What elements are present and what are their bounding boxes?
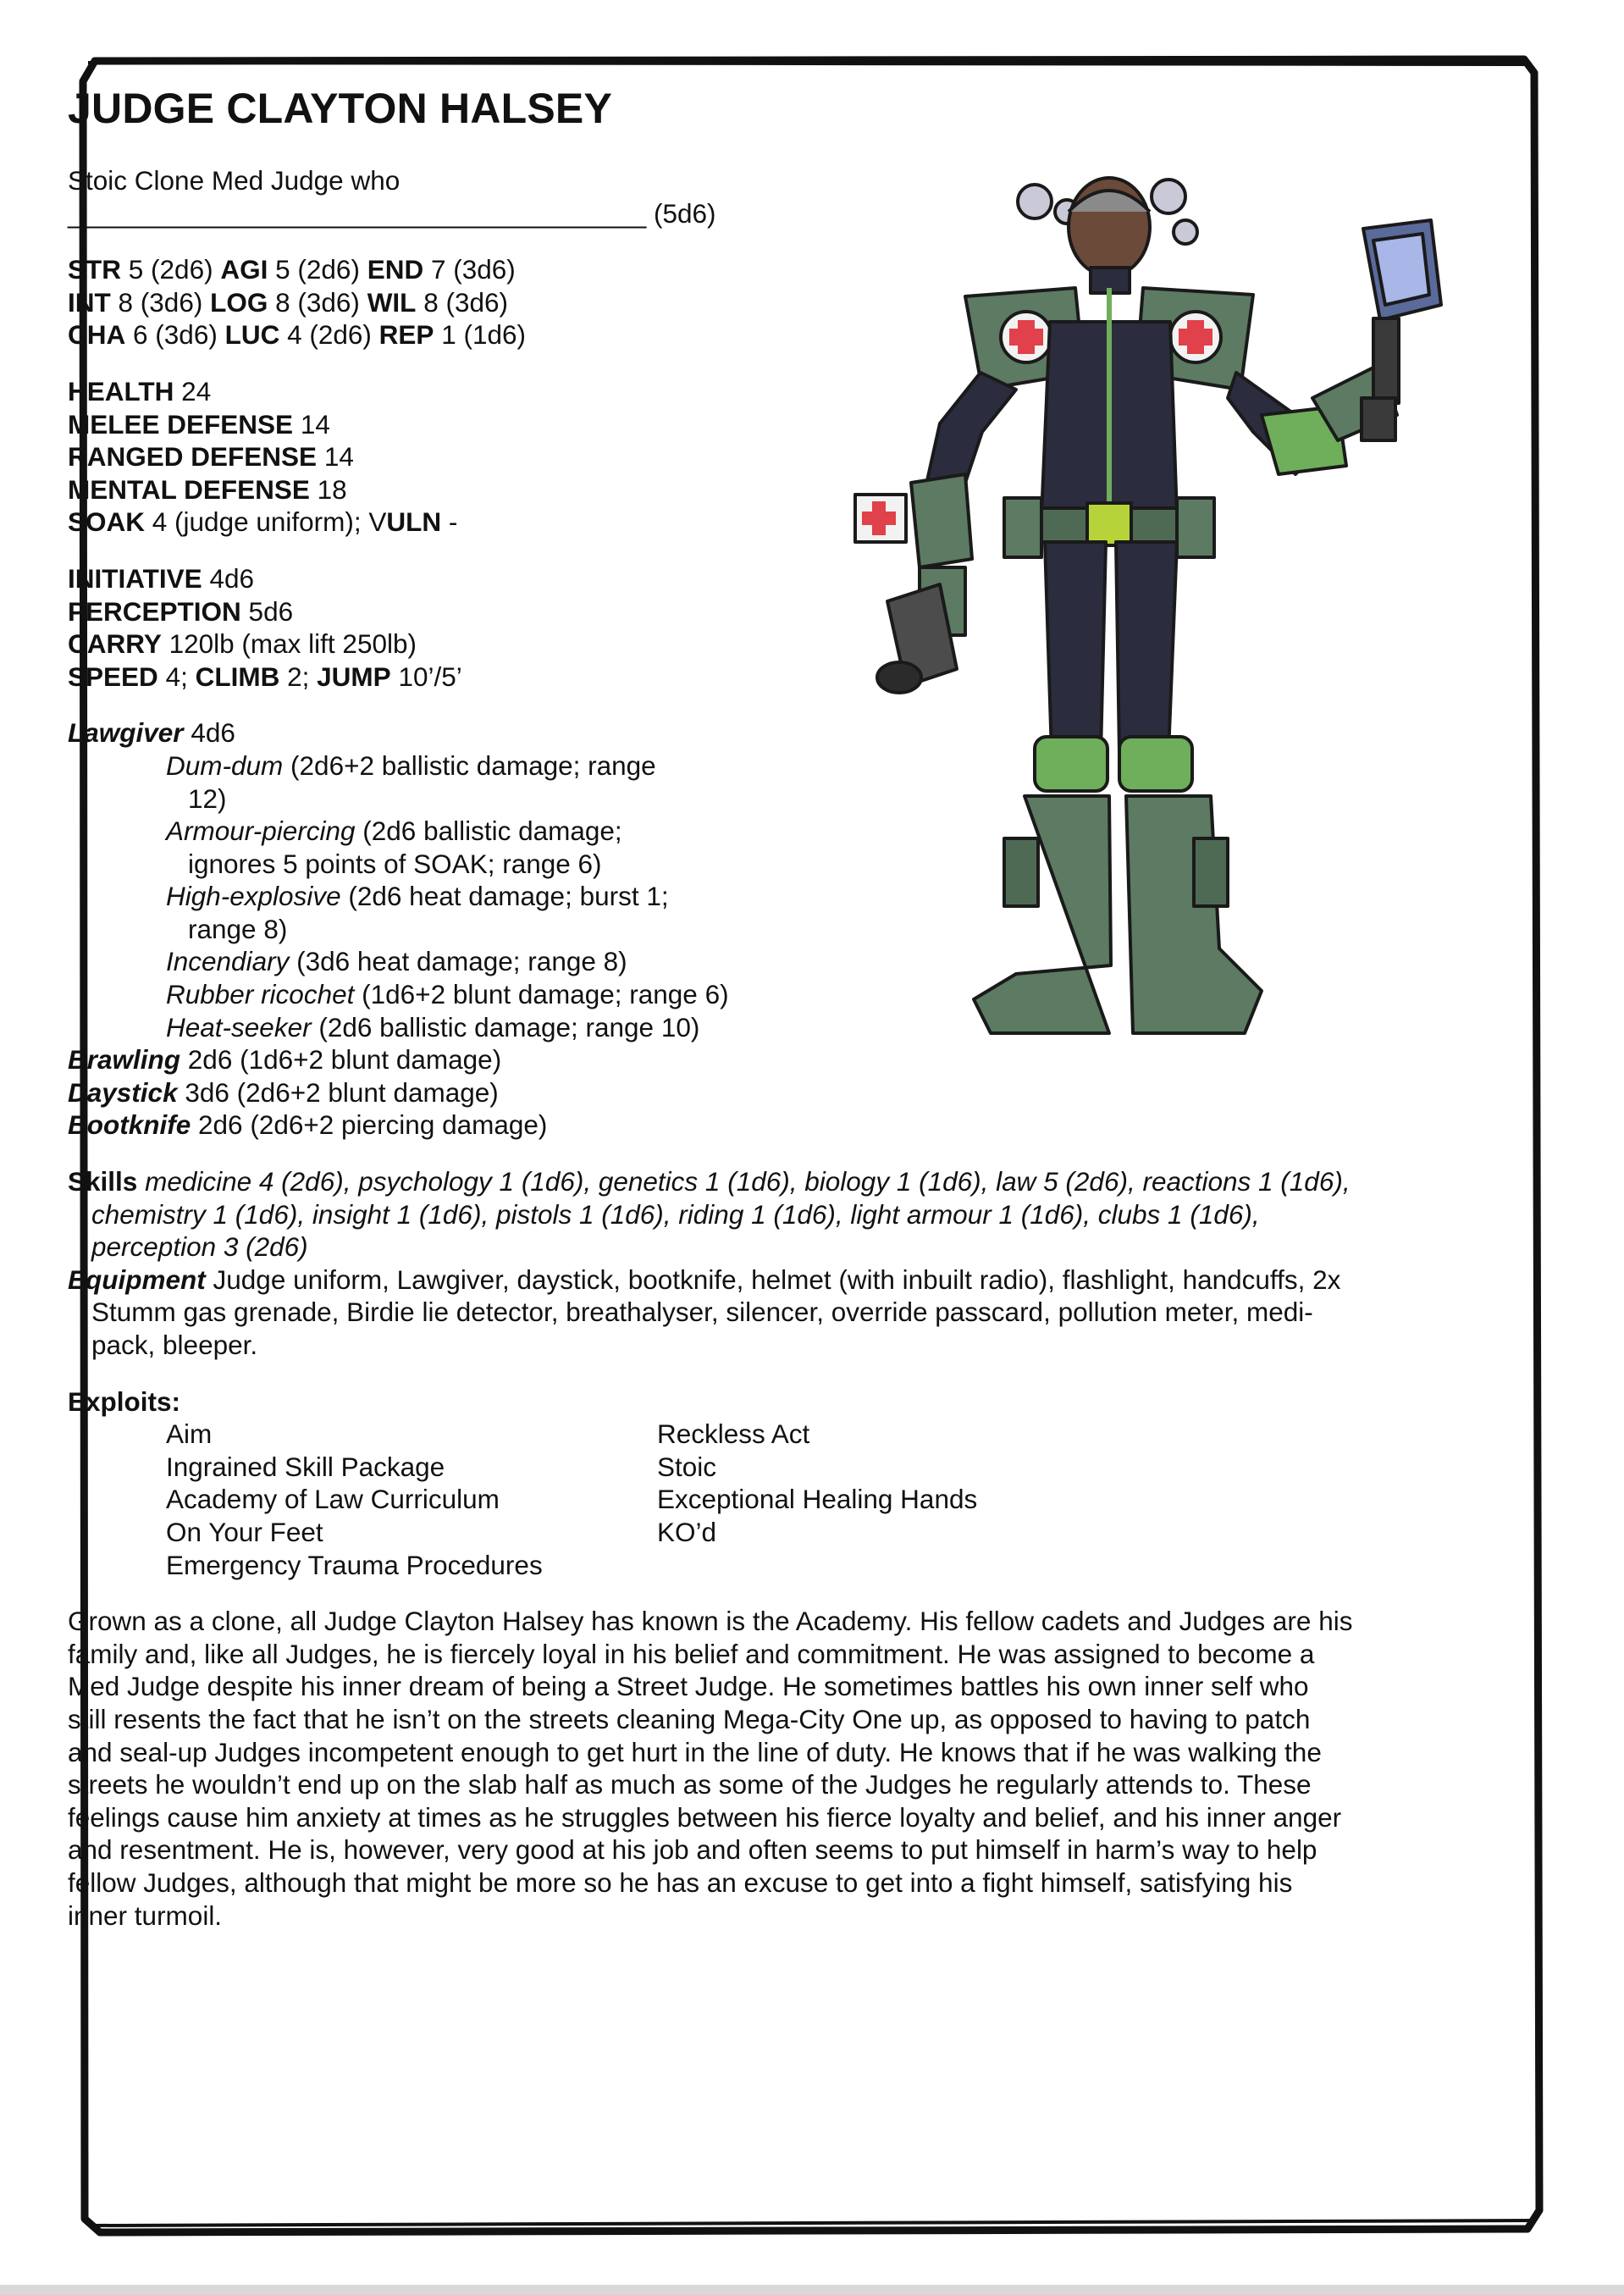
ammo-item: Armour-piercing (2d6 ballistic damage; ignores 5 points of SOAK; range 6): [166, 816, 622, 879]
exploits-column-2: [657, 1418, 1148, 1581]
exploits-label: Exploits:: [68, 1385, 181, 1417]
exploit-item: Stoic: [657, 1451, 717, 1482]
health-stat: HEALTH 24: [68, 375, 212, 406]
exploit-item: On Your Feet: [166, 1516, 323, 1547]
weapon-bootknife: Bootknife 2d6 (2d6+2 piercing damage): [68, 1109, 548, 1141]
attributes-row-1: STR 5 (2d6) AGI 5 (2d6) END 7 (3d6): [68, 254, 516, 285]
ammo-item: Dum-dum (2d6+2 ballistic damage; range 12): [166, 749, 656, 814]
ammo-item: Heat-seeker (2d6 ballistic damage; range 10): [166, 1011, 700, 1042]
ammo-item: High-explosive (2d6 heat damage; burst 1; range 8): [166, 881, 669, 944]
exploit-item: Academy of Law Curriculum: [166, 1484, 500, 1515]
weapon-lawgiver: Lawgiver 4d6: [68, 717, 235, 749]
descriptor-line: Stoic Clone Med Judge who: [68, 165, 400, 196]
descriptor-blank-line: _______________________________________ (5d6): [68, 197, 716, 229]
melee-defense-stat: MELEE DEFENSE 14: [68, 408, 330, 440]
perception-stat: PERCEPTION 5d6: [68, 595, 294, 627]
equipment-label: Equipment: [68, 1264, 206, 1295]
soak-stat: SOAK 4 (judge uniform); VULN -: [68, 506, 458, 538]
attributes-row-2: INT 8 (3d6) LOG 8 (3d6) WIL 8 (3d6): [68, 286, 508, 318]
judge-illustration: [838, 161, 1465, 1042]
exploit-item: Ingrained Skill Package: [166, 1451, 445, 1482]
movement-stats: SPEED 4; CLIMB 2; JUMP 10’/5’: [68, 661, 462, 692]
exploit-item: KO’d: [657, 1516, 717, 1547]
skills-section: Skills medicine 4 (2d6), psychology 1 (1d6), genetics 1 (1d6), biology 1 (1d6), law 5 (2d6), reactions 1 (1d6), chemistry 1 (1d6), insight 1 (1d6), pistols 1 (1d6), riding 1 (1d6), light armour 1 (1d6), clubs 1 (1d6), perception 3 (2d6): [68, 1166, 1351, 1263]
ammo-item: Rubber ricochet (1d6+2 blunt damage; range 6): [166, 979, 729, 1010]
character-name: JUDGE CLAYTON HALSEY: [68, 85, 613, 132]
exploit-item: Aim: [166, 1418, 213, 1450]
equipment-section: Equipment Judge uniform, Lawgiver, daystick, bootknife, helmet (with inbuilt radio), flashlight, handcuffs, 2x Stumm gas grenade, Birdie lie detector, breathalyser, silencer, override passcard, pollution meter, medi- pack, bleeper.: [68, 1264, 1341, 1360]
exploit-item: Reckless Act: [657, 1418, 810, 1450]
mental-defense-stat: MENTAL DEFENSE 18: [68, 473, 347, 505]
initiative-stat: INITIATIVE 4d6: [68, 562, 254, 594]
ammo-item: Incendiary (3d6 heat damage; range 8): [166, 946, 627, 977]
exploits-list: [68, 1418, 1389, 1581]
ranged-defense-stat: RANGED DEFENSE 14: [68, 441, 354, 473]
biography: Grown as a clone, all Judge Clayton Halsey has known is the Academy. His fellow cadets and Judges are his family and, like all Judges, he is fiercely loyal in his belief and commitment. He was assigned to become a Med Judge despite his inner dream of being a Street Judge. He sometimes battles his own inner self who still resents the fact that he isn’t on the streets cleaning Mega-City One up, as opposed to having to patch and seal-up Judges incompetent enough to get hurt in the line of duty. He knows that if he was walking the streets he wouldn’t end up on the slab half as much as some of the Judges he regularly attends to. These feelings cause him anxiety at times as he struggles between his fierce loyalty and belief, and his inner anger and resentment. He is, however, very good at his job and often seems to put himself in harm’s way to help fellow Judges, although that might be more so he has an excuse to get into a fight himself, satisfying his inner turmoil.: [68, 1606, 1353, 1931]
attributes-row-3: CHA 6 (3d6) LUC 4 (2d6) REP 1 (1d6): [68, 319, 527, 351]
skills-label: Skills: [68, 1166, 138, 1197]
page-bottom-bar: [0, 2285, 1624, 2295]
exploit-item: Emergency Trauma Procedures: [166, 1549, 543, 1580]
exploit-item: Exceptional Healing Hands: [657, 1484, 978, 1515]
weapon-daystick: Daystick 3d6 (2d6+2 blunt damage): [68, 1076, 499, 1108]
exploits-column-1: [166, 1418, 657, 1581]
weapon-brawling: Brawling 2d6 (1d6+2 blunt damage): [68, 1044, 502, 1076]
carry-stat: CARRY 120lb (max lift 250lb): [68, 628, 417, 660]
